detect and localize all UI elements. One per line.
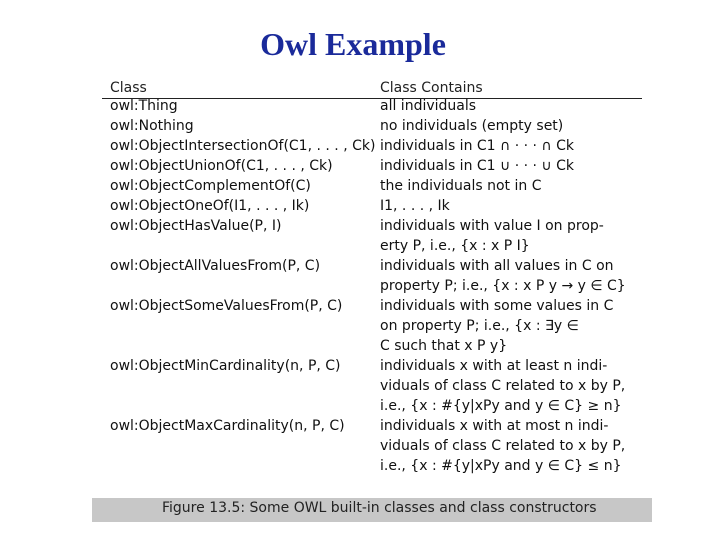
class-name: owl:ObjectOneOf(I1, . . . , Ik) [110, 198, 310, 214]
description-line: individuals in C1 ∩ · · · ∩ Ck [380, 138, 575, 154]
description-line: individuals in C1 ∪ · · · ∪ Ck [380, 158, 575, 174]
class-name: owl:Nothing [110, 118, 194, 134]
slide-title: Owl Example [260, 26, 446, 62]
description-line: individuals with all values in C on [380, 258, 614, 274]
header-class-contains: Class Contains [380, 80, 483, 96]
class-contains [380, 216, 642, 256]
description-line: on property P; i.e., {x : ∃y ∈ [380, 318, 579, 334]
description-line: viduals of class C related to x by P, [380, 438, 626, 454]
description-line: individuals with some values in C [380, 298, 614, 314]
class-contains [380, 116, 642, 136]
class-name: owl:ObjectComplementOf(C) [110, 178, 311, 194]
description-line: individuals x with at most n indi- [380, 418, 609, 434]
class-contains [380, 356, 642, 416]
description-line: erty P, i.e., {x : x P I} [380, 238, 530, 254]
description-line: C such that x P y} [380, 338, 508, 354]
class-name: owl:ObjectIntersectionOf(C1, . . . , Ck) [110, 138, 376, 154]
class-contains [380, 96, 642, 116]
class-name: owl:ObjectMaxCardinality(n, P, C) [110, 418, 345, 434]
description-line: I1, . . . , Ik [380, 198, 450, 214]
class-contains [380, 176, 642, 196]
class-name: owl:ObjectMinCardinality(n, P, C) [110, 358, 341, 374]
class-name: owl:ObjectSomeValuesFrom(P, C) [110, 298, 343, 314]
description-line: all individuals [380, 98, 477, 114]
class-contains [380, 256, 642, 296]
figure-caption: Figure 13.5: Some OWL built-in classes and class constructors [162, 500, 597, 516]
description-line: individuals x with at least n indi- [380, 358, 608, 374]
class-name: owl:ObjectAllValuesFrom(P, C) [110, 258, 321, 274]
description-line: no individuals (empty set) [380, 118, 564, 134]
class-contains [380, 416, 642, 476]
description-line: individuals with value I on prop- [380, 218, 604, 234]
description-line: i.e., {x : #{y|xPy and y ∈ C} ≤ n} [380, 458, 622, 474]
description-line: property P; i.e., {x : x P y → y ∈ C} [380, 278, 626, 294]
class-name: owl:ObjectUnionOf(C1, . . . , Ck) [110, 158, 333, 174]
class-name: owl:ObjectHasValue(P, I) [110, 218, 282, 234]
class-name: owl:Thing [110, 98, 178, 114]
header-class: Class [110, 80, 147, 96]
description-line: the individuals not in C [380, 178, 542, 194]
figure-caption-bar [92, 498, 652, 522]
description-line: i.e., {x : #{y|xPy and y ∈ C} ≥ n} [380, 398, 622, 414]
class-contains [380, 296, 642, 356]
class-contains [380, 136, 642, 156]
class-contains [380, 196, 642, 216]
description-line: viduals of class C related to x by P, [380, 378, 626, 394]
class-contains [380, 156, 642, 176]
